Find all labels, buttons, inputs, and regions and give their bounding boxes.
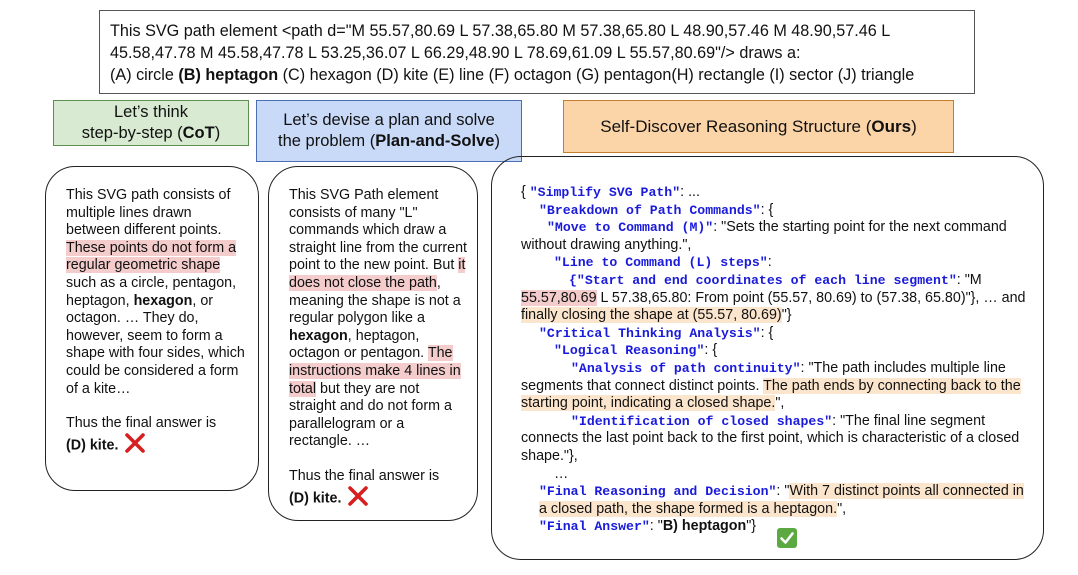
sd-open-brace: { [521,184,530,200]
cot-reasoning [66,187,248,398]
sd-line-move [521,219,1035,254]
sd-value-start-c: "} [781,307,792,324]
sd-header-text: Self-Discover Reasoning Structure ( [600,117,872,136]
ps-text-4: but they are not straight and do not form a parallelogram or a rectangle. … [289,380,452,450]
sd-highlight-analysis: The path ends by connecting back to the starting point, indicating a closed shape. [521,377,1021,412]
cot-header [53,100,249,146]
ps-header-text: the problem ( [278,132,376,150]
cot-final-prefix: Thus the final answer is [66,415,217,432]
ps-highlight-2: The instructions make 4 lines in total [289,345,461,397]
question-box [99,10,975,94]
sd-value-start-b: L 57.38,65.80: From point (55.57, 80.69) to (57.38, 65.80)"}, … and [596,289,1026,306]
sd-highlight-start: 55.57,80.69 [521,289,597,306]
green-check-mark-icon [777,528,797,548]
sd-header-end: ) [911,117,917,136]
question-options [110,64,964,86]
sd-line-simplify [521,184,1035,202]
cot-text-3: , or octagon. … They do, however, seem to form a shape with four sides, which could be considered a form of a kite… [66,292,245,397]
sd-key-identify: "Identification of closed shapes" [571,413,833,429]
sd-answer-heptagon: B) heptagon [662,518,747,535]
option-b-correct: (B) heptagon [178,66,279,84]
ps-bold-1: hexagon [289,327,348,344]
cot-text-1: This SVG path consists of multiple lines drawn between different points. [66,187,231,239]
sd-header-line [600,116,917,137]
sd-line-ellipsis: … [554,465,569,482]
sd-header-bold: Ours [871,117,912,136]
ps-reasoning [289,187,469,451]
sd-line-lineto [521,254,1035,272]
option-rest: (C) hexagon (D) kite (E) line (F) octagon (G) pentagon(H) rectangle (I) sector (J) triangle [278,66,915,84]
sd-line-start [521,272,1035,325]
ps-text-3: , heptagon, octagon or pentagon. [289,327,428,362]
sd-line-analysis [521,360,1035,413]
red-cross-mark-icon [124,433,146,459]
cot-header-end: ) [214,124,221,142]
cot-header-text: step-by-step ( [81,124,183,142]
sd-key-start: {"Start and end coordinates of each line segment" [569,272,957,288]
option-a: (A) circle [110,66,179,84]
sd-value-logical: : { [704,342,718,359]
cot-header-bold: CoT [182,124,215,142]
sd-key-move: "Move to Command (M)" [547,220,714,236]
sd-key-analysis: "Analysis of path continuity" [571,360,801,376]
sd-line-breakdown [521,202,1035,220]
ps-text-1: This SVG Path element consists of many "L" commands which draw a straight line from the current point to the new point. But [289,187,467,274]
sd-value-answer-a: : " [649,518,663,535]
cot-header-line-1: Let’s think [113,103,188,121]
sd-key-final-reason: "Final Reasoning and Decision" [539,484,777,500]
sd-value-answer-c: "} [746,518,757,535]
sd-key-critical: "Critical Thinking Analysis" [539,325,761,341]
sd-highlight-closing: finally closing the shape at (55.57, 80.69) [521,307,782,324]
sd-value-simplify: : ... [680,184,700,200]
sd-value-analysis-end: ", [775,395,785,412]
self-discover-panel [491,156,1044,560]
cot-final-answer: (D) kite. [66,437,119,454]
ps-header-line-2 [278,131,500,152]
self-discover-header [563,100,954,153]
ps-highlight-1: it does not close the path [289,257,466,291]
cot-highlight-1: These points do not form a regular geometric shape [66,239,237,274]
sd-value-identify: : "The final line segment connects the last point back to the first point, which is characteristic of a closed shape."}, [521,412,1020,464]
sd-line-final-reason [521,483,1035,518]
sd-value-breakdown: : { [760,201,774,218]
sd-highlight-final-reason: With 7 distinct points all connected in a closed path, the shape formed is a heptagon. [539,483,1024,517]
sd-value-critical: : { [760,324,774,341]
sd-key-breakdown: "Breakdown of Path Commands" [539,202,761,218]
sd-line-critical [521,325,1035,343]
sd-line-identify [521,413,1035,466]
sd-value-final-reason-end: ", [837,500,847,517]
plan-and-solve-header [256,100,522,162]
ps-header-line-1: Let’s devise a plan and solve [283,111,495,129]
sd-line-logical [521,342,1035,360]
sd-value-analysis: : "The path includes multiple line segments that connect distinct points. [521,359,1006,394]
ps-final-line [289,486,469,512]
sd-value-line: : [767,254,772,271]
sd-key-logical: "Logical Reasoning" [554,343,705,359]
sd-key-answer: "Final Answer" [539,519,650,535]
cot-header-line-2 [82,123,220,144]
sd-key-simplify: "Simplify SVG Path" [529,185,681,200]
plan-and-solve-panel [268,166,478,521]
cot-text-2: such as a circle, pentagon, heptagon, [66,274,237,309]
sd-key-line: "Line to Command (L) steps" [554,255,768,271]
cot-panel [45,166,259,491]
cot-final-line [66,433,248,459]
sd-value-move: : "Sets the starting point for the next command without drawing anything.", [521,219,1007,253]
sd-value-start-a: : "M [956,271,982,288]
ps-final-prefix: Thus the final answer is [289,467,440,484]
sd-value-final-reason: : " [776,483,790,500]
ps-text-2: , meaning the shape is not a regular polygon like a [289,274,461,327]
question-line-1: This SVG path element <path d="M 55.57,80.69 L 57.38,65.80 M 57.38,65.80 L 48.90,57.46 M 48.90,57.46 L [110,22,891,40]
ps-final-answer: (D) kite. [289,490,342,507]
red-cross-mark-icon [347,486,369,512]
ps-header-bold: Plan-and-Solve [375,132,495,150]
cot-bold-1: hexagon [133,292,193,309]
ps-header-end: ) [494,132,500,150]
question-line-2: 45.58,47.78 M 45.58,47.78 L 53.25,36.07 L 66.29,48.90 L 78.69,61.09 L 55.57,80.69"/> draws a: [110,44,801,62]
